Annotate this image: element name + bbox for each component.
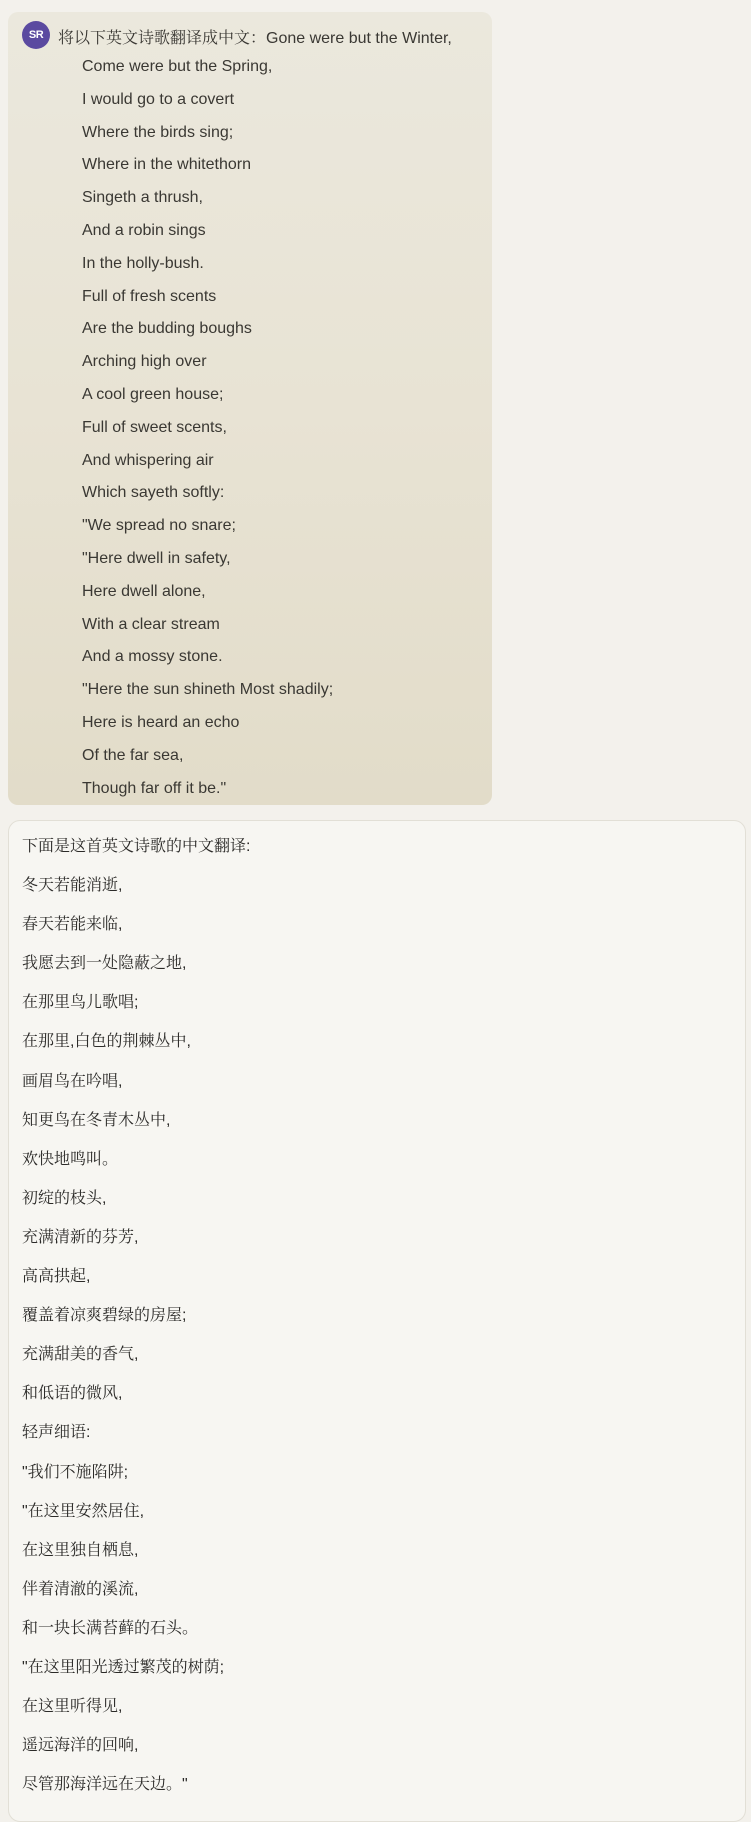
translation-line: 轻声细语: xyxy=(22,1424,91,1442)
translation-line: 伴着清澈的溪流, xyxy=(22,1580,139,1598)
poem-line: And a mossy stone. xyxy=(82,648,223,666)
user-poem-lines xyxy=(82,57,333,811)
poem-line: Here dwell alone, xyxy=(82,582,206,600)
poem-line: I would go to a covert xyxy=(82,90,235,108)
poem-line: Where in the whitethorn xyxy=(82,156,251,174)
poem-line: Here is heard an echo xyxy=(82,713,240,731)
translation-line: 充满甜美的香气, xyxy=(22,1346,139,1364)
translation-line: 在这里独自栖息, xyxy=(22,1541,139,1559)
poem-line: Full of fresh scents xyxy=(82,287,217,305)
translation-line: 覆盖着凉爽碧绿的房屋; xyxy=(22,1307,187,1325)
user-prompt-first-line: 将以下英文诗歌翻译成中文：Gone were but the Winter, xyxy=(58,30,452,47)
translation-line: 春天若能来临, xyxy=(22,916,123,934)
poem-line: And a robin sings xyxy=(82,221,206,239)
poem-line: In the holly-bush. xyxy=(82,254,204,272)
translation-line: 在那里鸟儿歌唱; xyxy=(22,994,139,1012)
poem-line: And whispering air xyxy=(82,451,214,469)
poem-line: Which sayeth softly: xyxy=(82,484,225,502)
poem-line: "We spread no snare; xyxy=(82,517,236,535)
translation-line: 在这里听得见, xyxy=(22,1698,123,1716)
translation-line: 和一块长满苔藓的石头。 xyxy=(22,1619,199,1637)
translation-line: 充满清新的芬芳, xyxy=(22,1228,139,1246)
translation-line: "我们不施陷阱; xyxy=(22,1463,129,1481)
translation-line: 知更鸟在冬青木丛中, xyxy=(22,1111,171,1129)
translation-line: 画眉鸟在吟唱, xyxy=(22,1072,123,1090)
translation-line: 我愿去到一处隐蔽之地, xyxy=(22,955,187,973)
poem-line: Full of sweet scents, xyxy=(82,418,227,436)
poem-line: Where the birds sing; xyxy=(82,123,234,141)
poem-line: "Here the sun shineth Most shadily; xyxy=(82,681,334,699)
poem-line: Are the budding boughs xyxy=(82,320,252,338)
translation-line: 下面是这首英文诗歌的中文翻译: xyxy=(22,838,251,855)
poem-line: Come were but the Spring, xyxy=(82,58,273,75)
poem-line: Of the far sea, xyxy=(82,746,184,764)
poem-line: "Here dwell in safety, xyxy=(82,549,231,567)
translation-line: 和低语的微风, xyxy=(22,1385,123,1403)
translation-line: 高高拱起, xyxy=(22,1268,91,1286)
translation-line: 在那里,白色的荆棘丛中, xyxy=(22,1033,191,1051)
translation-line: "在这里阳光透过繁茂的树荫; xyxy=(22,1658,225,1676)
poem-line: With a clear stream xyxy=(82,615,220,633)
poem-line: Singeth a thrush, xyxy=(82,189,203,207)
user-avatar xyxy=(22,21,50,49)
assistant-reply-lines xyxy=(22,836,250,1813)
translation-line: 尽管那海洋远在天边。" xyxy=(22,1776,188,1794)
poem-line: Arching high over xyxy=(82,353,207,371)
translation-line: 初绽的枝头, xyxy=(22,1189,107,1207)
translation-line: 冬天若能消逝, xyxy=(22,877,123,895)
translation-line: "在这里安然居住, xyxy=(22,1502,145,1520)
avatar-initials: SR xyxy=(28,29,44,41)
translation-line: 欢快地鸣叫。 xyxy=(22,1150,119,1168)
poem-line: Though far off it be." xyxy=(82,779,227,797)
poem-line: A cool green house; xyxy=(82,385,224,403)
translation-line: 遥远海洋的回响, xyxy=(22,1737,139,1755)
